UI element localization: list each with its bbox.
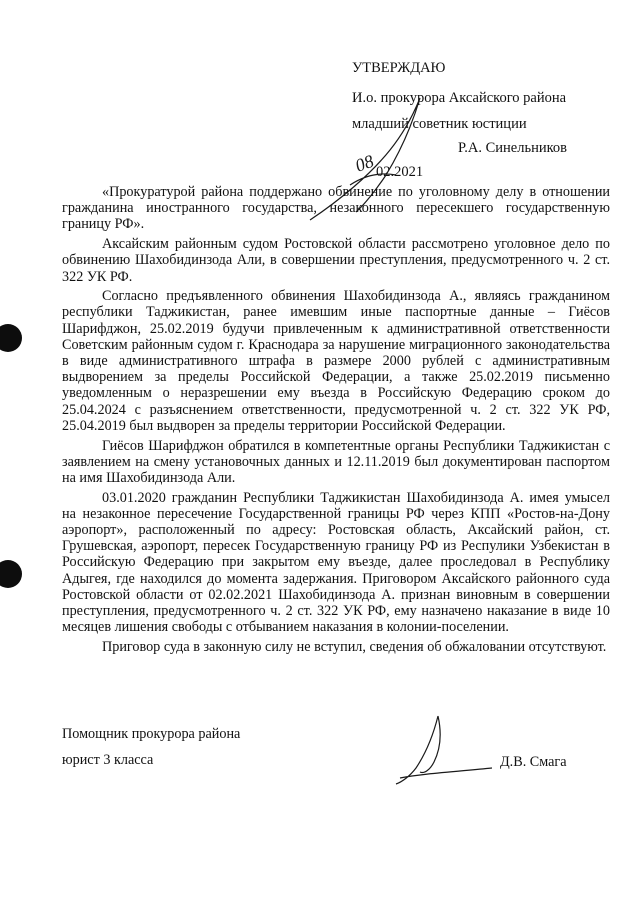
document-body xyxy=(62,184,610,659)
approval-heading: УТВЕРЖДАЮ xyxy=(352,60,446,76)
approval-date: 02.2021 xyxy=(376,164,424,180)
approval-name: Р.А. Синельников xyxy=(458,140,567,156)
approval-position-line1: И.о. прокурора Аксайского района xyxy=(352,90,567,106)
punch-hole-top xyxy=(0,324,22,352)
signatory-name: Д.В. Смага xyxy=(500,754,567,770)
paragraph-2: Аксайским районным судом Ростовской области рассмотрено уголовное дело по обвинению Шахобидинзода Али, в совершении преступления, предусмотренного ч. 2 ст. 322 УК РФ. xyxy=(62,236,610,285)
paragraph-1: «Прокуратурой района поддержано обвинение по уголовному делу в отношении гражданина иностранного государства, незаконного пересекшего государственную границу РФ». xyxy=(62,184,610,233)
approval-date-stamp-digits: 08 xyxy=(352,150,377,176)
signatory-title-line2: юрист 3 класса xyxy=(62,752,154,768)
signatory-signature xyxy=(390,712,500,792)
paragraph-6: Приговор суда в законную силу не вступил, сведения об обжаловании отсутствуют. xyxy=(102,638,607,655)
signatory-title-line1: Помощник прокурора района xyxy=(62,726,241,742)
paragraph-3: Согласно предъявленного обвинения Шахобидинзода А., являясь гражданином республики Таджикистан, ранее имевшим иные паспортные данные – Гиёсов Шарифджон, 25.02.2019 будучи привлеченным к административной ответственности Советским районным судом г. Краснодара за нарушение миграционного законодательства в виде административного штрафа в размере 2000 рублей с административным выдворением за пределы Российской Федерации, а также 25.02.2019 письменно уведомленным о неразрешении ему въезда в Российскую Федерацию сроком до 25.04.2024 с разъяснением ответственности, предусмотренной ч. 2 ст. 322 УК РФ, 25.04.2019 был выдворен за пределы территории Российской Федерации. xyxy=(62,288,610,434)
paragraph-5: 03.01.2020 гражданин Республики Таджикистан Шахобидинзода А. имея умысел на незаконное пересечение Государственной границы РФ через КПП «Ростов-на-Дону аэропорт», расположенный по адресу: Ростовская область, Аксайский район, ст. Грушевская, аэропорт, пересек Государственную границу РФ из Респулики Узбекистан в Российскую Федерацию при закрытом ему въезде, далее проследовал в Республику Адыгея, где находился до момента задержания. Приговором Аксайского районного суда Ростовской области от 02.02.2021 Шахобидинзода А. признан виновным в совершении преступления, предусмотренного ч. 2 ст. 322 УК РФ, ему назначено наказание в виде 10 месяцев лишения свободы с отбыванием наказания в колонии-поселении. xyxy=(62,489,610,636)
paragraph-4: Гиёсов Шарифджон обратился в компетентные органы Республики Таджикистан с заявлением на смену установочных данных и 12.11.2019 был документирован паспортом на имя Шахобидинзода Али. xyxy=(62,437,610,486)
punch-hole-bottom xyxy=(0,560,22,588)
approval-position-line2: младший советник юстиции xyxy=(352,116,527,132)
